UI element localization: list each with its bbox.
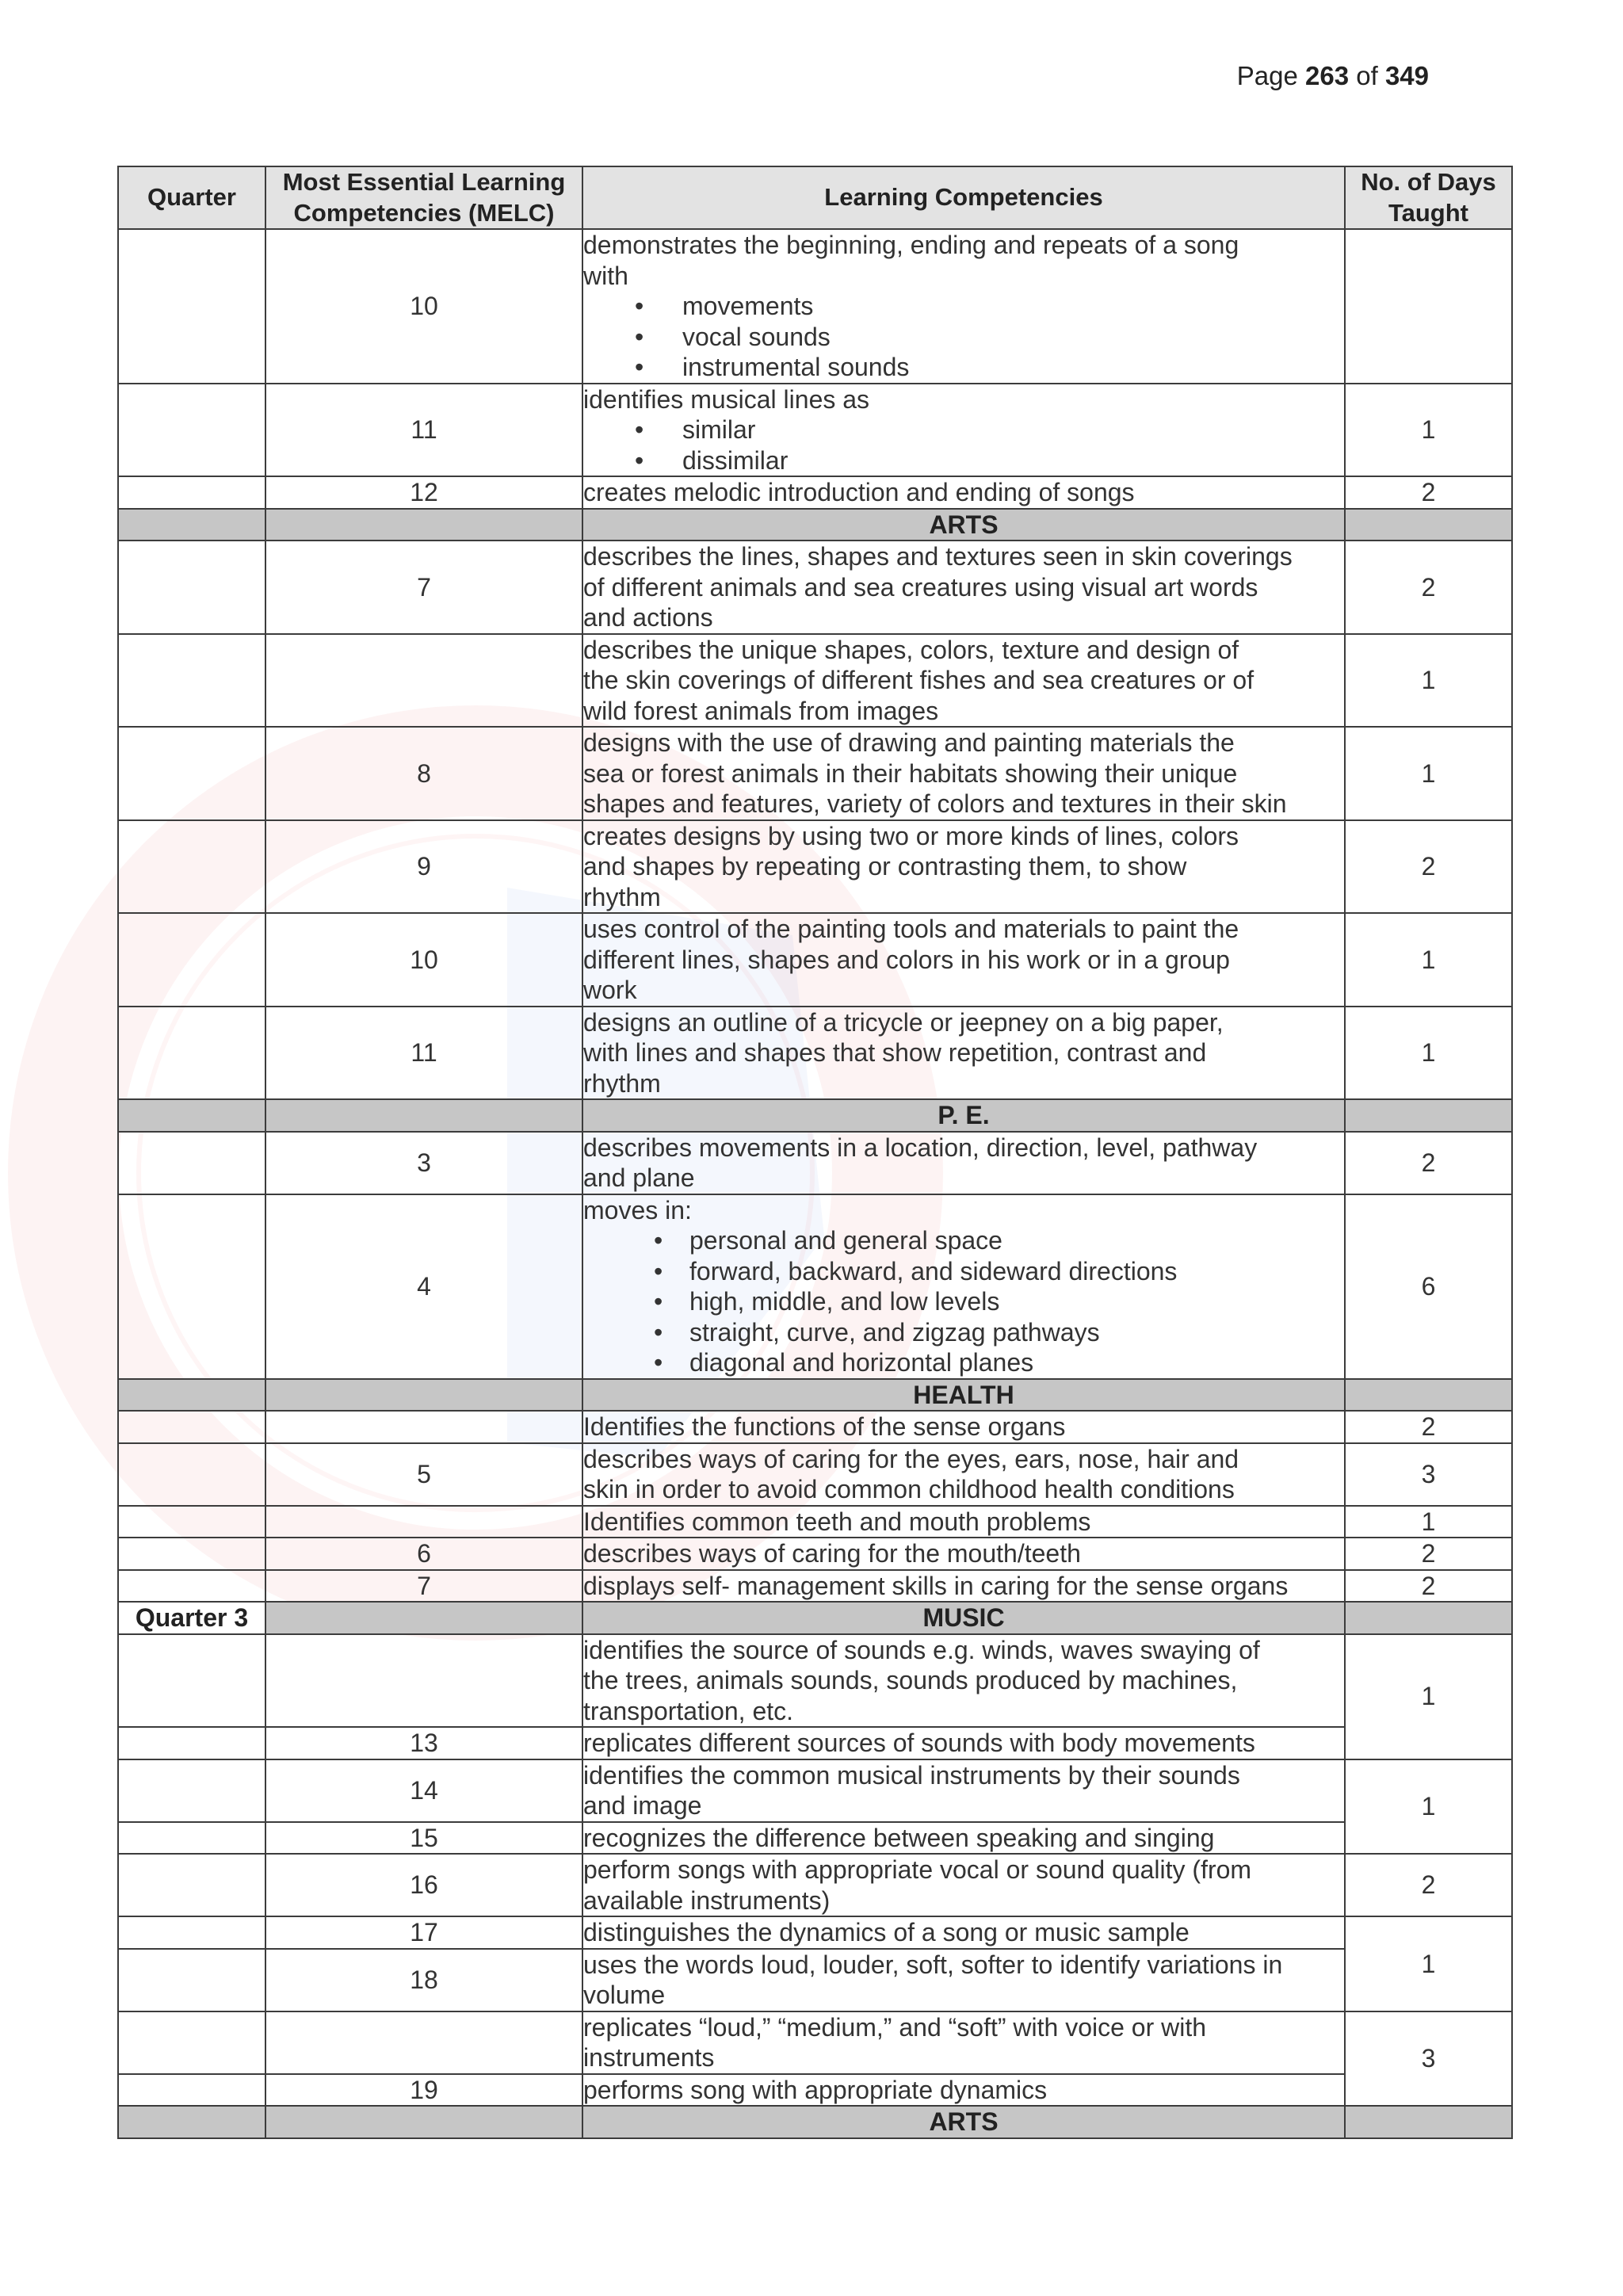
melc-number: 14 bbox=[265, 1759, 582, 1822]
competency-text: demonstrates the beginning, ending and repeats of a song with bbox=[583, 231, 1239, 290]
days-cell bbox=[1345, 1379, 1512, 1412]
quarter-cell bbox=[118, 1727, 265, 1759]
competency-text: describes movements in a location, direction, level, pathway and plane bbox=[582, 1132, 1345, 1194]
quarter-cell bbox=[118, 1411, 265, 1443]
section-title: P. E. bbox=[582, 1099, 1345, 1132]
competency-cell bbox=[582, 1194, 1345, 1379]
table-row bbox=[118, 1916, 1512, 1949]
melc-cell bbox=[265, 2106, 582, 2138]
days-cell bbox=[1345, 2106, 1512, 2138]
table-row bbox=[118, 1727, 1512, 1759]
section-title: HEALTH bbox=[582, 1379, 1345, 1412]
days-taught: 2 bbox=[1345, 541, 1512, 634]
melc-cell bbox=[265, 1411, 582, 1443]
header-days-taught: No. of Days Taught bbox=[1345, 166, 1512, 229]
competency-text: describes ways of caring for the eyes, ears, nose, hair and skin in order to avoid common childhood health conditions bbox=[582, 1443, 1345, 1506]
section-row bbox=[118, 509, 1512, 541]
quarter-cell bbox=[118, 1759, 265, 1822]
section-row bbox=[118, 1602, 1512, 1634]
table-row bbox=[118, 384, 1512, 477]
days-taught: 2 bbox=[1345, 1132, 1512, 1194]
days-taught: 1 bbox=[1345, 1634, 1512, 1759]
competency-text: recognizes the difference between speaking and singing bbox=[582, 1822, 1345, 1855]
days-cell bbox=[1345, 229, 1512, 384]
melc-number: 12 bbox=[265, 476, 582, 509]
melc-table bbox=[117, 166, 1513, 2139]
table-row bbox=[118, 820, 1512, 914]
table-row bbox=[118, 913, 1512, 1007]
table-row bbox=[118, 476, 1512, 509]
table-row bbox=[118, 634, 1512, 728]
quarter-cell bbox=[118, 384, 265, 477]
competency-cell bbox=[582, 229, 1345, 384]
quarter-cell bbox=[118, 1570, 265, 1603]
melc-cell bbox=[265, 1099, 582, 1132]
melc-number: 16 bbox=[265, 1854, 582, 1916]
competency-text: uses the words loud, louder, soft, softer to identify variations in volume bbox=[582, 1949, 1345, 2011]
header-melc: Most Essential Learning Competencies (MELC) bbox=[265, 166, 582, 229]
days-taught: 1 bbox=[1345, 1506, 1512, 1538]
bullet-item: • similar bbox=[583, 415, 1344, 445]
competency-text: creates melodic introduction and ending of songs bbox=[582, 476, 1345, 509]
quarter-cell bbox=[118, 1916, 265, 1949]
melc-cell bbox=[265, 2011, 582, 2074]
competency-text: replicates “loud,” “medium,” and “soft” with voice or with instruments bbox=[582, 2011, 1345, 2074]
table-row bbox=[118, 1132, 1512, 1194]
total-pages: 349 bbox=[1384, 61, 1429, 90]
competency-text: Identifies the functions of the sense organs bbox=[582, 1411, 1345, 1443]
days-taught: 3 bbox=[1345, 2011, 1512, 2107]
days-taught: 1 bbox=[1345, 1007, 1512, 1100]
days-taught: 1 bbox=[1345, 913, 1512, 1007]
table-row bbox=[118, 2011, 1512, 2074]
competency-text: Identifies common teeth and mouth problems bbox=[582, 1506, 1345, 1538]
days-cell bbox=[1345, 1099, 1512, 1132]
table-row bbox=[118, 1411, 1512, 1443]
melc-number: 5 bbox=[265, 1443, 582, 1506]
table-row bbox=[118, 1822, 1512, 1855]
competency-text: identifies the common musical instruments by their sounds and image bbox=[582, 1759, 1345, 1822]
section-row bbox=[118, 2106, 1512, 2138]
bullet-item: • dissimilar bbox=[583, 445, 1344, 476]
table-row bbox=[118, 541, 1512, 634]
page-separator: of bbox=[1356, 61, 1378, 90]
table-row bbox=[118, 229, 1512, 384]
melc-number: 6 bbox=[265, 1538, 582, 1570]
quarter-cell bbox=[118, 1634, 265, 1728]
quarter-cell bbox=[118, 2106, 265, 2138]
section-row bbox=[118, 1099, 1512, 1132]
quarter-cell bbox=[118, 1443, 265, 1506]
table-row bbox=[118, 1194, 1512, 1379]
competency-text: designs with the use of drawing and painting materials the sea or forest animals in their habitats showing their unique shapes and features, variety of colors and textures in their skin bbox=[582, 727, 1345, 820]
melc-number: 17 bbox=[265, 1916, 582, 1949]
melc-number: 15 bbox=[265, 1822, 582, 1855]
days-taught: 2 bbox=[1345, 1854, 1512, 1916]
quarter-cell bbox=[118, 229, 265, 384]
quarter-label: Quarter 3 bbox=[118, 1602, 265, 1634]
quarter-cell bbox=[118, 541, 265, 634]
melc-number: 10 bbox=[265, 229, 582, 384]
bullet-item: • high, middle, and low levels bbox=[583, 1286, 1344, 1317]
melc-cell bbox=[265, 1506, 582, 1538]
days-taught: 6 bbox=[1345, 1194, 1512, 1379]
table-row bbox=[118, 1634, 1512, 1728]
table-row bbox=[118, 1949, 1512, 2011]
melc-number: 3 bbox=[265, 1132, 582, 1194]
competency-text: creates designs by using two or more kinds of lines, colors and shapes by repeating or contrasting them, to show rhythm bbox=[582, 820, 1345, 914]
table-row bbox=[118, 1570, 1512, 1603]
table-row bbox=[118, 1506, 1512, 1538]
bullet-list bbox=[583, 1225, 1344, 1378]
melc-number: 11 bbox=[265, 384, 582, 477]
quarter-cell bbox=[118, 1194, 265, 1379]
melc-number: 13 bbox=[265, 1727, 582, 1759]
competency-cell bbox=[582, 384, 1345, 477]
quarter-cell bbox=[118, 820, 265, 914]
table-row bbox=[118, 1538, 1512, 1570]
current-page: 263 bbox=[1305, 61, 1350, 90]
quarter-cell bbox=[118, 1007, 265, 1100]
header-quarter: Quarter bbox=[118, 166, 265, 229]
melc-number: 11 bbox=[265, 1007, 582, 1100]
table-header-row bbox=[118, 166, 1512, 229]
melc-number: 10 bbox=[265, 913, 582, 1007]
section-row bbox=[118, 1379, 1512, 1412]
table-row bbox=[118, 727, 1512, 820]
days-taught: 2 bbox=[1345, 1411, 1512, 1443]
melc-cell bbox=[265, 634, 582, 728]
days-taught: 2 bbox=[1345, 820, 1512, 914]
page-label: Page bbox=[1236, 61, 1298, 90]
melc-cell bbox=[265, 1634, 582, 1728]
quarter-cell bbox=[118, 1099, 265, 1132]
melc-number: 7 bbox=[265, 541, 582, 634]
days-taught: 2 bbox=[1345, 476, 1512, 509]
quarter-cell bbox=[118, 1379, 265, 1412]
quarter-cell bbox=[118, 1132, 265, 1194]
competency-text: describes the unique shapes, colors, texture and design of the skin coverings of different fishes and sea creatures or of wild forest animals from images bbox=[582, 634, 1345, 728]
table-row bbox=[118, 2074, 1512, 2107]
quarter-cell bbox=[118, 727, 265, 820]
table-row bbox=[118, 1443, 1512, 1506]
bullet-item: • straight, curve, and zigzag pathways bbox=[583, 1317, 1344, 1348]
competency-text: displays self- management skills in caring for the sense organs bbox=[582, 1570, 1345, 1603]
section-title: ARTS bbox=[582, 509, 1345, 541]
competency-text: distinguishes the dynamics of a song or music sample bbox=[582, 1916, 1345, 1949]
section-title: MUSIC bbox=[582, 1602, 1345, 1634]
competency-text: describes the lines, shapes and textures seen in skin coverings of different animals and sea creatures using visual art words and actions bbox=[582, 541, 1345, 634]
quarter-cell bbox=[118, 2074, 265, 2107]
quarter-cell bbox=[118, 1854, 265, 1916]
days-cell bbox=[1345, 509, 1512, 541]
competency-text: perform songs with appropriate vocal or sound quality (from available instruments) bbox=[582, 1854, 1345, 1916]
days-taught: 1 bbox=[1345, 1759, 1512, 1855]
section-title: ARTS bbox=[582, 2106, 1345, 2138]
days-taught: 1 bbox=[1345, 384, 1512, 477]
bullet-item: • instrumental sounds bbox=[583, 352, 1344, 383]
days-cell bbox=[1345, 1602, 1512, 1634]
days-taught: 2 bbox=[1345, 1570, 1512, 1603]
melc-number: 4 bbox=[265, 1194, 582, 1379]
quarter-cell bbox=[118, 476, 265, 509]
days-taught: 1 bbox=[1345, 634, 1512, 728]
bullet-list bbox=[583, 415, 1344, 476]
page-number bbox=[1237, 60, 1429, 92]
days-taught: 2 bbox=[1345, 1538, 1512, 1570]
quarter-cell bbox=[118, 634, 265, 728]
header-learning-competencies: Learning Competencies bbox=[582, 166, 1345, 229]
competency-text: performs song with appropriate dynamics bbox=[582, 2074, 1345, 2107]
competency-text: moves in: bbox=[583, 1195, 692, 1224]
days-taught: 1 bbox=[1345, 727, 1512, 820]
quarter-cell bbox=[118, 1506, 265, 1538]
days-taught: 3 bbox=[1345, 1443, 1512, 1506]
table-row bbox=[118, 1854, 1512, 1916]
melc-number: 8 bbox=[265, 727, 582, 820]
quarter-cell bbox=[118, 509, 265, 541]
competency-text: uses control of the painting tools and materials to paint the different lines, shapes and colors in his work or in a group work bbox=[582, 913, 1345, 1007]
quarter-cell bbox=[118, 1949, 265, 2011]
quarter-cell bbox=[118, 1822, 265, 1855]
melc-number: 7 bbox=[265, 1570, 582, 1603]
table-row bbox=[118, 1759, 1512, 1822]
melc-cell bbox=[265, 509, 582, 541]
quarter-cell bbox=[118, 1538, 265, 1570]
bullet-item: • movements bbox=[583, 291, 1344, 322]
competency-text: identifies musical lines as bbox=[583, 384, 870, 414]
competency-text: replicates different sources of sounds with body movements bbox=[582, 1727, 1345, 1759]
bullet-list bbox=[583, 291, 1344, 383]
melc-cell bbox=[265, 1602, 582, 1634]
bullet-item: • diagonal and horizontal planes bbox=[583, 1347, 1344, 1378]
competency-text: identifies the source of sounds e.g. winds, waves swaying of the trees, animals sounds, sounds produced by machines, transportation, etc. bbox=[582, 1634, 1345, 1728]
table-row bbox=[118, 1007, 1512, 1100]
melc-cell bbox=[265, 1379, 582, 1412]
quarter-cell bbox=[118, 2011, 265, 2074]
melc-number: 18 bbox=[265, 1949, 582, 2011]
melc-number: 9 bbox=[265, 820, 582, 914]
quarter-cell bbox=[118, 913, 265, 1007]
bullet-item: • vocal sounds bbox=[583, 322, 1344, 353]
bullet-item: • forward, backward, and sideward directions bbox=[583, 1256, 1344, 1287]
days-taught: 1 bbox=[1345, 1916, 1512, 2011]
melc-number: 19 bbox=[265, 2074, 582, 2107]
bullet-item: • personal and general space bbox=[583, 1225, 1344, 1256]
competency-text: describes ways of caring for the mouth/teeth bbox=[582, 1538, 1345, 1570]
competency-text: designs an outline of a tricycle or jeepney on a big paper, with lines and shapes that show repetition, contrast and rhythm bbox=[582, 1007, 1345, 1100]
